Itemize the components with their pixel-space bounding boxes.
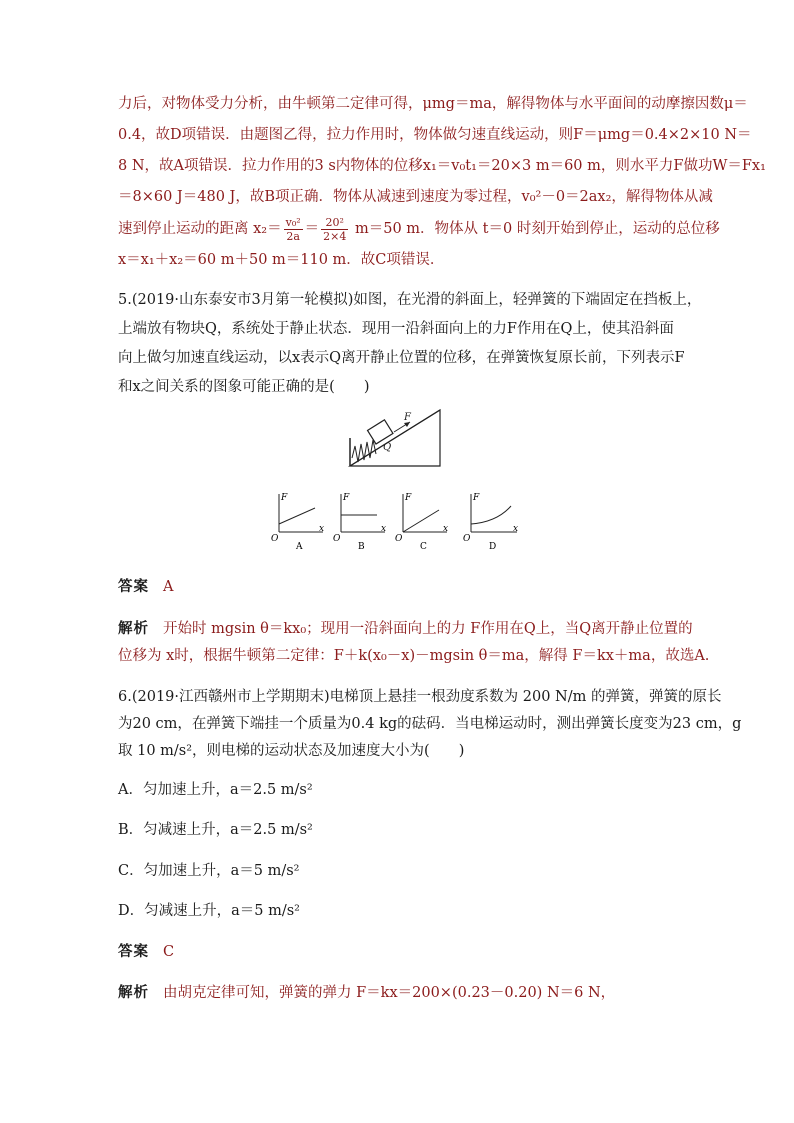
answer-value: C (163, 944, 175, 960)
graph-c-axis-f: F (405, 493, 412, 503)
graph-c (395, 493, 448, 552)
incline-figure (340, 408, 470, 470)
graph-d-axis-f: F (473, 493, 480, 503)
graph-d-curve (471, 506, 511, 524)
graph-d (463, 493, 518, 552)
solution-line-4: ＝8×60 J＝480 J，故B项正确．物体从减速到速度为零过程，v₀²－0＝2ax₂，解得物体从减 (118, 189, 713, 205)
q6-line-3: 取 10 m/s²，则电梯的运动状态及加速度大小为( ) (118, 743, 465, 759)
analysis-text: 开始时 mgsin θ＝kx₀；现用一沿斜面向上的力 F作用在Q上，当Q离开静止位置的 (163, 621, 693, 637)
graph-c-curve (403, 510, 439, 532)
q6-analysis-1 (118, 983, 615, 1003)
q6-line-1: 6.(2019·江西赣州市上学期期末)电梯顶上悬挂一根劲度系数为 200 N/m 的弹簧，弹簧的原长 (118, 689, 722, 705)
graph-b-axis-x: x (381, 524, 387, 534)
graph-a-axis-x: x (319, 524, 325, 534)
graph-d-label: D (489, 542, 497, 552)
q5-analysis-1 (118, 619, 693, 639)
solution-line-5-tail: m＝50 m．物体从 t＝0 时刻开始到停止，运动的总位移 (350, 221, 720, 237)
graph-b-origin: O (333, 534, 341, 544)
analysis-text: 由胡克定律可知，弹簧的弹力 F＝kx＝200×(0.23－0.20) N＝6 N， (163, 985, 616, 1001)
solution-line-5 (118, 214, 720, 244)
spring-icon (352, 440, 376, 462)
graph-a-axis-f: F (281, 493, 288, 503)
q5-answer (118, 577, 173, 597)
fraction-v0-2a (284, 216, 303, 243)
graph-b-axis-f: F (343, 493, 350, 503)
q5-line-4: 和x之间关系的图象可能正确的是( ) (118, 379, 370, 395)
fraction-denominator: 2×4 (323, 229, 347, 243)
q6-option-b: B．匀减速上升，a＝2.5 m/s² (118, 822, 313, 838)
analysis-label: 解析 (118, 621, 149, 637)
graph-b-label: B (358, 542, 365, 552)
graph-a-origin: O (271, 534, 279, 544)
graph-a-label: A (296, 542, 303, 552)
analysis-label: 解析 (118, 985, 149, 1001)
graph-d-axis-x: x (513, 524, 519, 534)
answer-label: 答案 (118, 944, 149, 960)
graph-a (271, 493, 324, 552)
answer-label: 答案 (118, 579, 149, 595)
force-label: F (404, 412, 411, 423)
option-graphs (265, 488, 525, 552)
equals-sign: ＝ (304, 221, 320, 237)
fraction-numerator: v₀² (285, 215, 301, 229)
q5-line-1: 5.(2019·山东泰安市3月第一轮模拟)如图，在光滑的斜面上，轻弹簧的下端固定在挡板上， (118, 292, 702, 308)
solution-line-1: 力后，对物体受力分析，由牛顿第二定律可得，μmg＝ma，解得物体与水平面间的动摩擦因数μ＝ (118, 96, 748, 112)
q6-option-d: D．匀减速上升，a＝5 m/s² (118, 903, 300, 919)
fraction-numerator: 20² (321, 216, 348, 230)
graph-b (333, 493, 386, 552)
q5-line-2: 上端放有物块Q，系统处于静止状态．现用一沿斜面向上的力F作用在Q上，使其沿斜面 (118, 321, 674, 337)
answer-value: A (163, 579, 174, 595)
graph-c-axis-x: x (443, 524, 449, 534)
q5-line-3: 向上做匀加速直线运动，以x表示Q离开静止位置的位移，在弹簧恢复原长前，下列表示F (118, 350, 685, 366)
solution-line-5-text: 速到停止运动的距离 x₂＝ (118, 221, 282, 237)
q6-answer (118, 942, 174, 962)
graph-a-curve (279, 508, 315, 524)
q6-option-a: A．匀加速上升，a＝2.5 m/s² (118, 782, 313, 798)
graph-c-origin: O (395, 534, 403, 544)
graph-d-origin: O (463, 534, 471, 544)
graph-c-label: C (420, 542, 427, 552)
block-q-label: Q (383, 442, 392, 453)
fraction-denominator: 2a (286, 229, 300, 243)
q6-option-c: C．匀加速上升，a＝5 m/s² (118, 863, 300, 879)
solution-line-3: 8 N，故A项错误．拉力作用的3 s内物体的位移x₁＝v₀t₁＝20×3 m＝60 m，则水平力F做功W＝Fx₁ (118, 158, 766, 174)
fraction-20-8 (321, 216, 348, 243)
block-q (368, 420, 393, 444)
q6-line-2: 为20 cm，在弹簧下端挂一个质量为0.4 kg的砝码．当电梯运动时，测出弹簧长度变为23 cm，g (118, 716, 742, 732)
solution-line-6: x＝x₁＋x₂＝60 m＋50 m＝110 m．故C项错误． (118, 252, 445, 268)
solution-line-2: 0.4，故D项错误．由题图乙得，拉力作用时，物体做匀速直线运动，则F＝μmg＝0.4×2×10 N＝ (118, 127, 752, 143)
q5-analysis-2: 位移为 x时，根据牛顿第二定律：F＋k(x₀－x)－mgsin θ＝ma，解得 F＝kx＋ma，故选A. (118, 648, 710, 664)
